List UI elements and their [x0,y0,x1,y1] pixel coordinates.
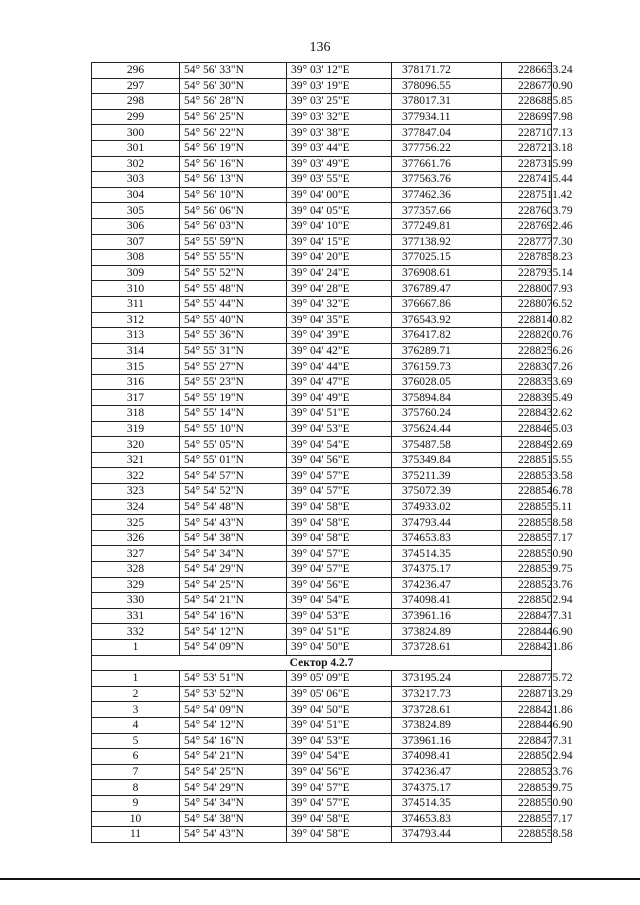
y-coordinate-cell: 2288492.69 [502,437,552,453]
longitude-cell: 39° 04' 28"E [287,281,392,297]
x-coordinate-cell: 376908.61 [392,265,502,281]
longitude-cell: 39° 05' 09"E [287,671,392,687]
longitude-cell: 39° 04' 53"E [287,733,392,749]
table-row [92,733,552,749]
latitude-cell: 54° 55' 59"N [180,234,287,250]
latitude-cell: 54° 54' 34"N [180,546,287,562]
x-coordinate-cell: 373824.89 [392,717,502,733]
y-coordinate-cell: 2288502.94 [502,593,552,609]
table-row [92,562,552,578]
table-row [92,624,552,640]
point-number-cell: 322 [92,468,180,484]
longitude-cell: 39° 04' 56"E [287,577,392,593]
x-coordinate-cell: 377934.11 [392,109,502,125]
latitude-cell: 54° 55' 40"N [180,312,287,328]
table-row [92,172,552,188]
x-coordinate-cell: 373961.16 [392,733,502,749]
y-coordinate-cell: 2288550.90 [502,795,552,811]
y-coordinate-cell: 2287935.14 [502,265,552,281]
point-number-cell: 330 [92,593,180,609]
longitude-cell: 39° 04' 56"E [287,452,392,468]
point-number-cell: 312 [92,312,180,328]
page-number: 136 [309,40,331,55]
latitude-cell: 54° 56' 25"N [180,109,287,125]
table-row [92,780,552,796]
point-number-cell: 310 [92,281,180,297]
point-number-cell: 308 [92,250,180,266]
x-coordinate-cell: 374793.44 [392,827,502,843]
latitude-cell: 54° 55' 19"N [180,390,287,406]
y-coordinate-cell: 2287511.42 [502,187,552,203]
longitude-cell: 39° 03' 55"E [287,172,392,188]
y-coordinate-cell: 2288395.49 [502,390,552,406]
latitude-cell: 54° 56' 03"N [180,218,287,234]
y-coordinate-cell: 2288200.76 [502,328,552,344]
point-number-cell: 3 [92,702,180,718]
point-number-cell: 301 [92,140,180,156]
y-coordinate-cell: 2286885.85 [502,94,552,110]
y-coordinate-cell: 2288477.31 [502,608,552,624]
x-coordinate-cell: 376289.71 [392,343,502,359]
y-coordinate-cell: 2287315.99 [502,156,552,172]
y-coordinate-cell: 2287603.79 [502,203,552,219]
x-coordinate-cell: 377462.36 [392,187,502,203]
y-coordinate-cell: 2288713.29 [502,686,552,702]
point-number-cell: 323 [92,484,180,500]
table-row [92,109,552,125]
y-coordinate-cell: 2288539.75 [502,780,552,796]
point-number-cell: 328 [92,562,180,578]
point-number-cell: 325 [92,515,180,531]
table-row [92,827,552,843]
latitude-cell: 54° 56' 30"N [180,78,287,94]
table-row [92,78,552,94]
table-row [92,390,552,406]
latitude-cell: 54° 55' 27"N [180,359,287,375]
latitude-cell: 54° 55' 44"N [180,296,287,312]
y-coordinate-cell: 2288432.62 [502,406,552,422]
longitude-cell: 39° 04' 24"E [287,265,392,281]
longitude-cell: 39° 04' 57"E [287,484,392,500]
longitude-cell: 39° 04' 20"E [287,250,392,266]
x-coordinate-cell: 376789.47 [392,281,502,297]
table-row [92,265,552,281]
longitude-cell: 39° 04' 32"E [287,296,392,312]
y-coordinate-cell: 2288533.58 [502,468,552,484]
x-coordinate-cell: 376417.82 [392,328,502,344]
latitude-cell: 54° 56' 33"N [180,63,287,79]
longitude-cell: 39° 04' 57"E [287,795,392,811]
x-coordinate-cell: 375072.39 [392,484,502,500]
longitude-cell: 39° 04' 54"E [287,749,392,765]
table-row [92,484,552,500]
x-coordinate-cell: 375894.84 [392,390,502,406]
longitude-cell: 39° 03' 49"E [287,156,392,172]
longitude-cell: 39° 04' 54"E [287,437,392,453]
y-coordinate-cell: 2288007.93 [502,281,552,297]
latitude-cell: 54° 55' 10"N [180,421,287,437]
latitude-cell: 54° 54' 21"N [180,749,287,765]
point-number-cell: 298 [92,94,180,110]
y-coordinate-cell: 2288557.17 [502,811,552,827]
latitude-cell: 54° 54' 43"N [180,827,287,843]
x-coordinate-cell: 377847.04 [392,125,502,141]
longitude-cell: 39° 04' 47"E [287,374,392,390]
latitude-cell: 54° 54' 38"N [180,811,287,827]
latitude-cell: 54° 54' 29"N [180,562,287,578]
y-coordinate-cell: 2288446.90 [502,624,552,640]
x-coordinate-cell: 373824.89 [392,624,502,640]
y-coordinate-cell: 2288421.86 [502,639,552,655]
point-number-cell: 5 [92,733,180,749]
point-number-cell: 327 [92,546,180,562]
latitude-cell: 54° 56' 19"N [180,140,287,156]
latitude-cell: 54° 56' 06"N [180,203,287,219]
longitude-cell: 39° 04' 39"E [287,328,392,344]
latitude-cell: 54° 56' 10"N [180,187,287,203]
y-coordinate-cell: 2288307.26 [502,359,552,375]
x-coordinate-cell: 377249.81 [392,218,502,234]
point-number-cell: 332 [92,624,180,640]
latitude-cell: 54° 54' 38"N [180,530,287,546]
point-number-cell: 300 [92,125,180,141]
y-coordinate-cell: 2288421.86 [502,702,552,718]
point-number-cell: 324 [92,499,180,515]
y-coordinate-cell: 2286997.98 [502,109,552,125]
y-coordinate-cell: 2288775.72 [502,671,552,687]
x-coordinate-cell: 378171.72 [392,63,502,79]
table-row [92,312,552,328]
longitude-cell: 39° 03' 44"E [287,140,392,156]
longitude-cell: 39° 04' 42"E [287,343,392,359]
point-number-cell: 11 [92,827,180,843]
y-coordinate-cell: 2287692.46 [502,218,552,234]
y-coordinate-cell: 2287213.18 [502,140,552,156]
table-row [92,406,552,422]
latitude-cell: 54° 54' 34"N [180,795,287,811]
table-row [92,328,552,344]
point-number-cell: 315 [92,359,180,375]
longitude-cell: 39° 04' 57"E [287,468,392,484]
y-coordinate-cell: 2288539.75 [502,562,552,578]
table-row [92,577,552,593]
x-coordinate-cell: 374514.35 [392,795,502,811]
table-row [92,702,552,718]
longitude-cell: 39° 04' 54"E [287,593,392,609]
table-row [92,281,552,297]
point-number-cell: 329 [92,577,180,593]
point-number-cell: 6 [92,749,180,765]
table-row [92,218,552,234]
latitude-cell: 54° 54' 25"N [180,764,287,780]
latitude-cell: 54° 54' 12"N [180,717,287,733]
y-coordinate-cell: 2288523.76 [502,764,552,780]
longitude-cell: 39° 04' 58"E [287,827,392,843]
point-number-cell: 331 [92,608,180,624]
latitude-cell: 54° 54' 21"N [180,593,287,609]
x-coordinate-cell: 374375.17 [392,780,502,796]
latitude-cell: 54° 55' 31"N [180,343,287,359]
y-coordinate-cell: 2288558.58 [502,515,552,531]
longitude-cell: 39° 03' 38"E [287,125,392,141]
sector-title: Сектор 4.2.7 [92,655,552,671]
latitude-cell: 54° 55' 48"N [180,281,287,297]
longitude-cell: 39° 04' 53"E [287,421,392,437]
latitude-cell: 54° 54' 09"N [180,639,287,655]
table-row [92,187,552,203]
longitude-cell: 39° 04' 49"E [287,390,392,406]
point-number-cell: 306 [92,218,180,234]
y-coordinate-cell: 2286770.90 [502,78,552,94]
point-number-cell: 318 [92,406,180,422]
latitude-cell: 54° 53' 51"N [180,671,287,687]
longitude-cell: 39° 04' 57"E [287,780,392,796]
point-number-cell: 317 [92,390,180,406]
x-coordinate-cell: 376667.86 [392,296,502,312]
x-coordinate-cell: 378096.55 [392,78,502,94]
latitude-cell: 54° 54' 16"N [180,608,287,624]
point-number-cell: 296 [92,63,180,79]
x-coordinate-cell: 377138.92 [392,234,502,250]
x-coordinate-cell: 374236.47 [392,764,502,780]
point-number-cell: 316 [92,374,180,390]
table-row [92,63,552,79]
table-row [92,530,552,546]
point-number-cell: 319 [92,421,180,437]
y-coordinate-cell: 2288256.26 [502,343,552,359]
table-row [92,499,552,515]
longitude-cell: 39° 03' 12"E [287,63,392,79]
y-coordinate-cell: 2287107.13 [502,125,552,141]
latitude-cell: 54° 54' 29"N [180,780,287,796]
point-number-cell: 7 [92,764,180,780]
point-number-cell: 4 [92,717,180,733]
latitude-cell: 54° 53' 52"N [180,686,287,702]
point-number-cell: 9 [92,795,180,811]
y-coordinate-cell: 2287777.30 [502,234,552,250]
latitude-cell: 54° 54' 16"N [180,733,287,749]
x-coordinate-cell: 373728.61 [392,639,502,655]
latitude-cell: 54° 55' 36"N [180,328,287,344]
latitude-cell: 54° 55' 52"N [180,265,287,281]
point-number-cell: 297 [92,78,180,94]
page-bottom-rule [0,878,640,880]
x-coordinate-cell: 373728.61 [392,702,502,718]
point-number-cell: 302 [92,156,180,172]
y-coordinate-cell: 2288076.52 [502,296,552,312]
point-number-cell: 320 [92,437,180,453]
table-row [92,795,552,811]
point-number-cell: 326 [92,530,180,546]
longitude-cell: 39° 04' 50"E [287,639,392,655]
x-coordinate-cell: 373217.73 [392,686,502,702]
x-coordinate-cell: 374236.47 [392,577,502,593]
point-number-cell: 311 [92,296,180,312]
y-coordinate-cell: 2288515.55 [502,452,552,468]
longitude-cell: 39° 04' 51"E [287,717,392,733]
latitude-cell: 54° 55' 01"N [180,452,287,468]
x-coordinate-cell: 374933.02 [392,499,502,515]
latitude-cell: 54° 54' 48"N [180,499,287,515]
longitude-cell: 39° 04' 51"E [287,406,392,422]
y-coordinate-cell: 2288558.58 [502,827,552,843]
y-coordinate-cell: 2288557.17 [502,530,552,546]
longitude-cell: 39° 03' 19"E [287,78,392,94]
x-coordinate-cell: 376028.05 [392,374,502,390]
longitude-cell: 39° 04' 58"E [287,499,392,515]
x-coordinate-cell: 375349.84 [392,452,502,468]
point-number-cell: 10 [92,811,180,827]
x-coordinate-cell: 377756.22 [392,140,502,156]
table-row [92,203,552,219]
y-coordinate-cell: 2287415.44 [502,172,552,188]
table-row [92,686,552,702]
y-coordinate-cell: 2287858.23 [502,250,552,266]
point-number-cell: 304 [92,187,180,203]
table-row [92,374,552,390]
table-row [92,343,552,359]
table-row [92,421,552,437]
y-coordinate-cell: 2288502.94 [502,749,552,765]
latitude-cell: 54° 54' 52"N [180,484,287,500]
point-number-cell: 305 [92,203,180,219]
longitude-cell: 39° 04' 51"E [287,624,392,640]
x-coordinate-cell: 377661.76 [392,156,502,172]
y-coordinate-cell: 2288546.78 [502,484,552,500]
sector-heading-row [92,655,552,671]
x-coordinate-cell: 375760.24 [392,406,502,422]
table-row [92,296,552,312]
table-row [92,437,552,453]
point-number-cell: 309 [92,265,180,281]
point-number-cell: 299 [92,109,180,125]
longitude-cell: 39° 04' 58"E [287,515,392,531]
latitude-cell: 54° 55' 14"N [180,406,287,422]
table-row [92,125,552,141]
table-row [92,452,552,468]
x-coordinate-cell: 374653.83 [392,811,502,827]
y-coordinate-cell: 2288446.90 [502,717,552,733]
longitude-cell: 39° 04' 57"E [287,562,392,578]
longitude-cell: 39° 04' 15"E [287,234,392,250]
y-coordinate-cell: 2288550.90 [502,546,552,562]
longitude-cell: 39° 04' 53"E [287,608,392,624]
table-row [92,717,552,733]
table-row [92,234,552,250]
point-number-cell: 8 [92,780,180,796]
x-coordinate-cell: 375487.58 [392,437,502,453]
latitude-cell: 54° 55' 23"N [180,374,287,390]
latitude-cell: 54° 55' 05"N [180,437,287,453]
table-row [92,671,552,687]
latitude-cell: 54° 54' 09"N [180,702,287,718]
y-coordinate-cell: 2288353.69 [502,374,552,390]
x-coordinate-cell: 375211.39 [392,468,502,484]
table-row [92,811,552,827]
longitude-cell: 39° 04' 35"E [287,312,392,328]
longitude-cell: 39° 04' 00"E [287,187,392,203]
table-row [92,250,552,266]
longitude-cell: 39° 04' 57"E [287,546,392,562]
x-coordinate-cell: 374793.44 [392,515,502,531]
table-row [92,546,552,562]
point-number-cell: 307 [92,234,180,250]
table-row [92,468,552,484]
x-coordinate-cell: 374098.41 [392,749,502,765]
y-coordinate-cell: 2288465.03 [502,421,552,437]
x-coordinate-cell: 374098.41 [392,593,502,609]
longitude-cell: 39° 03' 25"E [287,94,392,110]
x-coordinate-cell: 375624.44 [392,421,502,437]
longitude-cell: 39° 04' 44"E [287,359,392,375]
latitude-cell: 54° 54' 43"N [180,515,287,531]
point-number-cell: 2 [92,686,180,702]
longitude-cell: 39° 04' 05"E [287,203,392,219]
table-row [92,608,552,624]
table-row [92,639,552,655]
latitude-cell: 54° 54' 25"N [180,577,287,593]
latitude-cell: 54° 56' 16"N [180,156,287,172]
point-number-cell: 1 [92,639,180,655]
x-coordinate-cell: 374653.83 [392,530,502,546]
table-row [92,359,552,375]
longitude-cell: 39° 04' 10"E [287,218,392,234]
x-coordinate-cell: 377563.76 [392,172,502,188]
latitude-cell: 54° 54' 12"N [180,624,287,640]
table-row [92,515,552,531]
point-number-cell: 321 [92,452,180,468]
x-coordinate-cell: 374514.35 [392,546,502,562]
longitude-cell: 39° 04' 58"E [287,811,392,827]
table-row [92,749,552,765]
longitude-cell: 39° 04' 50"E [287,702,392,718]
x-coordinate-cell: 374375.17 [392,562,502,578]
table-row [92,156,552,172]
point-number-cell: 1 [92,671,180,687]
table-row [92,764,552,780]
table-row [92,140,552,156]
y-coordinate-cell: 2288477.31 [502,733,552,749]
longitude-cell: 39° 03' 32"E [287,109,392,125]
latitude-cell: 54° 54' 57"N [180,468,287,484]
longitude-cell: 39° 04' 56"E [287,764,392,780]
point-number-cell: 303 [92,172,180,188]
point-number-cell: 314 [92,343,180,359]
x-coordinate-cell: 376543.92 [392,312,502,328]
longitude-cell: 39° 04' 58"E [287,530,392,546]
latitude-cell: 54° 55' 55"N [180,250,287,266]
x-coordinate-cell: 377025.15 [392,250,502,266]
coordinates-table [91,62,573,843]
x-coordinate-cell: 377357.66 [392,203,502,219]
latitude-cell: 54° 56' 28"N [180,94,287,110]
x-coordinate-cell: 373961.16 [392,608,502,624]
x-coordinate-cell: 376159.73 [392,359,502,375]
y-coordinate-cell: 2288523.76 [502,577,552,593]
y-coordinate-cell: 2286653.24 [502,63,552,79]
point-number-cell: 313 [92,328,180,344]
x-coordinate-cell: 378017.31 [392,94,502,110]
y-coordinate-cell: 2288555.11 [502,499,552,515]
latitude-cell: 54° 56' 13"N [180,172,287,188]
table-row [92,94,552,110]
x-coordinate-cell: 373195.24 [392,671,502,687]
table-row [92,593,552,609]
y-coordinate-cell: 2288140.82 [502,312,552,328]
longitude-cell: 39° 05' 06"E [287,686,392,702]
latitude-cell: 54° 56' 22"N [180,125,287,141]
